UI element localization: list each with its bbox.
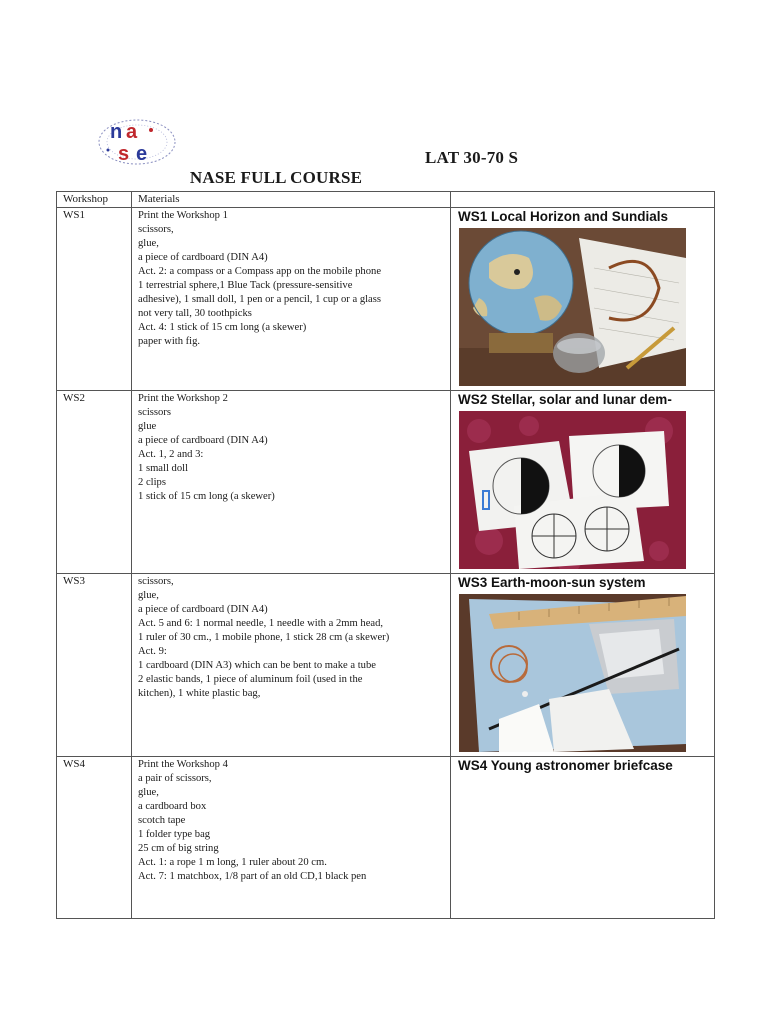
material-line: a piece of cardboard (DIN A4) (138, 435, 268, 446)
material-line: glue, (138, 238, 159, 249)
material-line: scissors, (138, 576, 174, 587)
workshop-id: WS1 (57, 208, 132, 391)
material-line: Act. 9: (138, 646, 167, 657)
svg-text:e: e (136, 143, 148, 165)
material-line: glue (138, 421, 157, 432)
material-line: paper with fig. (138, 336, 201, 347)
svg-text:s: s (118, 143, 130, 165)
materials-list (132, 208, 451, 391)
material-line: Print the Workshop 4 (138, 759, 228, 770)
table-row (57, 391, 715, 574)
table-header-row (57, 192, 715, 208)
nase-logo (96, 116, 178, 168)
material-line: 2 elastic bands, 1 piece of aluminum foil (used in the (138, 674, 363, 685)
materials-list (132, 757, 451, 919)
material-line: glue, (138, 787, 159, 798)
header-empty (451, 192, 715, 208)
workshop-image-cell (451, 208, 715, 391)
workshop-image-cell (451, 757, 715, 919)
workshop-image-cell (451, 574, 715, 757)
workshop-caption: WS3 Earth-moon-sun system (458, 575, 646, 590)
material-line: a cardboard box (138, 801, 207, 812)
earth-moon-sun-photo (459, 594, 686, 752)
material-line: 1 cardboard (DIN A3) which can be bent to make a tube (138, 660, 376, 671)
material-line: 25 cm of big string (138, 843, 219, 854)
material-line: 1 ruler of 30 cm., 1 mobile phone, 1 stick 28 cm (a skewer) (138, 632, 390, 643)
material-line: 1 terrestrial sphere,1 Blue Tack (pressure-sensitive (138, 280, 353, 291)
table-row (57, 574, 715, 757)
material-line: Act. 1: a rope 1 m long, 1 ruler about 20 cm. (138, 857, 327, 868)
table-row (57, 757, 715, 919)
material-line: scissors, (138, 224, 174, 235)
material-line: 1 small doll (138, 463, 189, 474)
table-row (57, 208, 715, 391)
globe-sundial-photo (459, 228, 686, 386)
workshop-image-cell (451, 391, 715, 574)
workshop-caption: WS4 Young astronomer briefcase (458, 758, 673, 773)
header-materials: Materials (132, 192, 451, 208)
workshop-id: WS3 (57, 574, 132, 757)
star-chart-cards-photo (459, 411, 686, 569)
material-line: a piece of cardboard (DIN A4) (138, 604, 268, 615)
materials-table (56, 191, 715, 919)
workshop-id: WS2 (57, 391, 132, 574)
material-line: Act. 2: a compass or a Compass app on the mobile phone (138, 266, 382, 277)
course-title: NASE FULL COURSE (189, 168, 363, 187)
header-workshop: Workshop (57, 192, 132, 208)
material-line: scissors (138, 407, 171, 418)
material-line: Act. 5 and 6: 1 normal needle, 1 needle with a 2mm head, (138, 618, 384, 629)
material-line: 1 folder type bag (138, 829, 211, 840)
svg-text:a: a (126, 121, 138, 143)
material-line: 1 stick of 15 cm long (a skewer) (138, 491, 275, 502)
workshop-caption: WS2 Stellar, solar and lunar dem- (458, 392, 672, 407)
workshop-id: WS4 (57, 757, 132, 919)
material-line: Print the Workshop 2 (138, 393, 228, 404)
material-line: scotch tape (138, 815, 186, 826)
material-line: glue, (138, 590, 159, 601)
material-line: Act. 4: 1 stick of 15 cm long (a skewer) (138, 322, 307, 333)
material-line: a pair of scissors, (138, 773, 212, 784)
material-line: not very tall, 30 toothpicks (138, 308, 252, 319)
material-line: Act. 7: 1 matchbox, 1/8 part of an old CD,1 black pen (138, 871, 367, 882)
material-line: a piece of cardboard (DIN A4) (138, 252, 268, 263)
materials-list (132, 391, 451, 574)
material-line: Print the Workshop 1 (138, 210, 228, 221)
svg-text:n: n (110, 121, 123, 143)
material-line: kitchen), 1 white plastic bag, (138, 688, 261, 699)
materials-list (132, 574, 451, 757)
latitude-label: LAT 30-70 S (425, 148, 519, 167)
material-line: Act. 1, 2 and 3: (138, 449, 204, 460)
material-line: adhesive), 1 small doll, 1 pen or a pencil, 1 cup or a glass (138, 294, 382, 305)
workshop-caption: WS1 Local Horizon and Sundials (458, 209, 669, 224)
material-line: 2 clips (138, 477, 166, 488)
